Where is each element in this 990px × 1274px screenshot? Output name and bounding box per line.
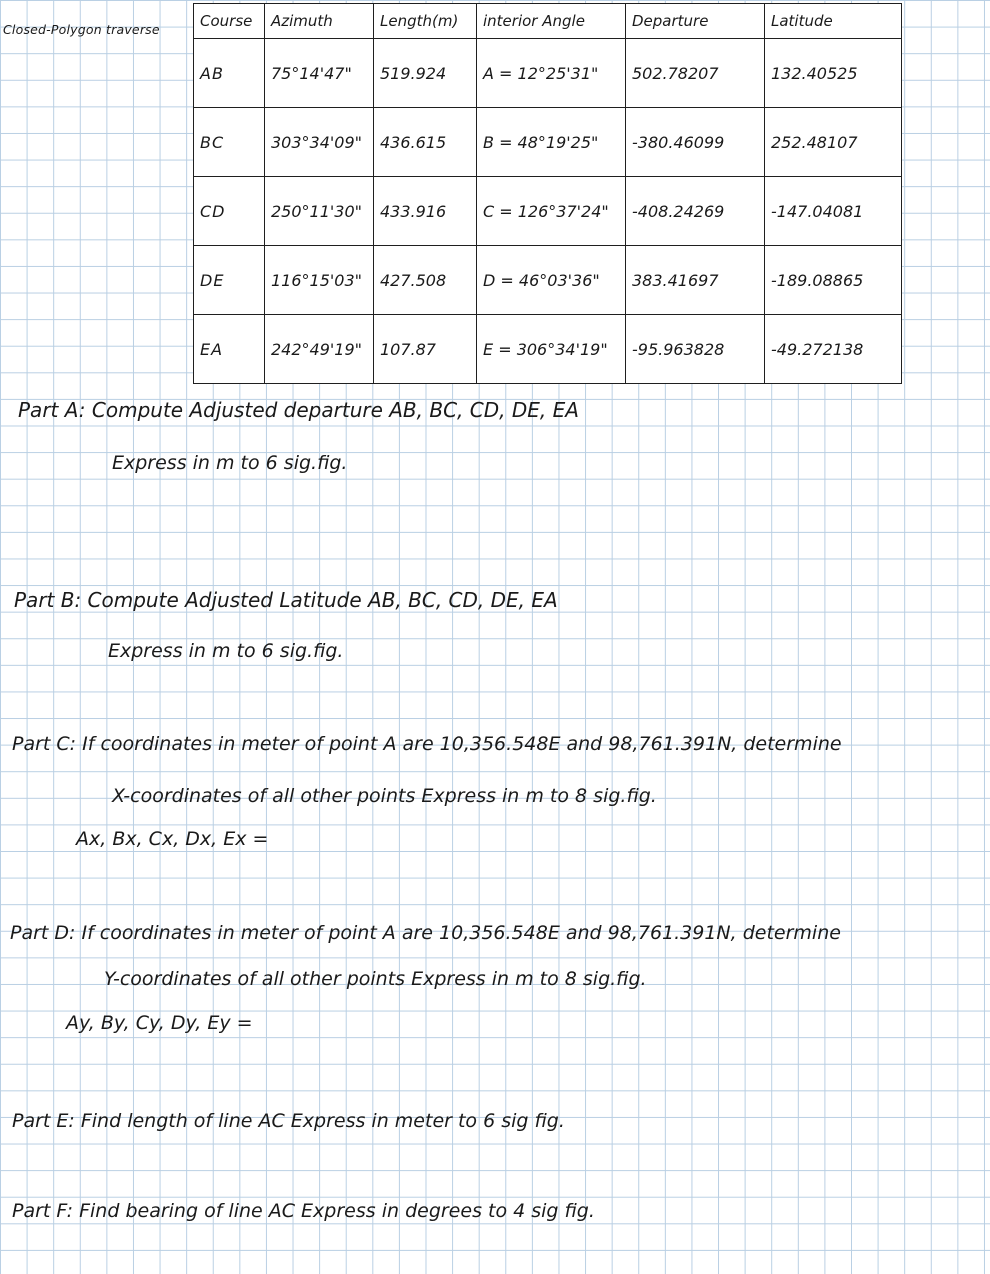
cell-azimuth: 116°15'03": [265, 246, 374, 315]
header-azimuth: Azimuth: [265, 4, 374, 39]
cell-departure: -95.963828: [626, 315, 765, 384]
part-c-instruction: X-coordinates of all other points Express in m to 8 sig.fig.: [112, 785, 657, 807]
cell-latitude: -49.272138: [765, 315, 902, 384]
traverse-caption: Closed-Polygon traverse: [3, 22, 160, 37]
part-a-instruction: Express in m to 6 sig.fig.: [112, 452, 348, 474]
cell-departure: -408.24269: [626, 177, 765, 246]
part-b-title: Part B: Compute Adjusted Latitude AB, BC, CD, DE, EA: [14, 588, 558, 612]
table-row: [194, 246, 902, 315]
table-row: [194, 315, 902, 384]
cell-latitude: -189.08865: [765, 246, 902, 315]
part-e-title: Part E: Find length of line AC Express in meter to 6 sig fig.: [12, 1110, 565, 1132]
cell-length: 427.508: [374, 246, 477, 315]
part-d-answer-line: Ay, By, Cy, Dy, Ey =: [66, 1012, 253, 1034]
cell-angle: D = 46°03'36": [477, 246, 626, 315]
cell-course: DE: [194, 246, 265, 315]
part-d-instruction: Y-coordinates of all other points Express in m to 8 sig.fig.: [104, 968, 647, 990]
header-course: Course: [194, 4, 265, 39]
cell-angle: A = 12°25'31": [477, 39, 626, 108]
cell-length: 519.924: [374, 39, 477, 108]
cell-latitude: 132.40525: [765, 39, 902, 108]
table-header-row: [194, 4, 902, 39]
cell-latitude: -147.04081: [765, 177, 902, 246]
cell-length: 436.615: [374, 108, 477, 177]
part-d-title: Part D: If coordinates in meter of point A are 10,356.548E and 98,761.391N, determine: [10, 922, 841, 944]
cell-length: 107.87: [374, 315, 477, 384]
header-interior-angle: interior Angle: [477, 4, 626, 39]
cell-angle: C = 126°37'24": [477, 177, 626, 246]
cell-course: BC: [194, 108, 265, 177]
header-length: Length(m): [374, 4, 477, 39]
cell-departure: -380.46099: [626, 108, 765, 177]
cell-azimuth: 303°34'09": [265, 108, 374, 177]
part-c-answer-line: Ax, Bx, Cx, Dx, Ex =: [76, 828, 269, 850]
cell-departure: 383.41697: [626, 246, 765, 315]
header-departure: Departure: [626, 4, 765, 39]
cell-azimuth: 75°14'47": [265, 39, 374, 108]
cell-course: CD: [194, 177, 265, 246]
table-row: [194, 108, 902, 177]
cell-course: EA: [194, 315, 265, 384]
part-b-instruction: Express in m to 6 sig.fig.: [108, 640, 344, 662]
cell-length: 433.916: [374, 177, 477, 246]
cell-angle: E = 306°34'19": [477, 315, 626, 384]
cell-azimuth: 250°11'30": [265, 177, 374, 246]
cell-latitude: 252.48107: [765, 108, 902, 177]
cell-azimuth: 242°49'19": [265, 315, 374, 384]
part-a-title: Part A: Compute Adjusted departure AB, BC, CD, DE, EA: [18, 398, 579, 422]
cell-angle: B = 48°19'25": [477, 108, 626, 177]
cell-departure: 502.78207: [626, 39, 765, 108]
part-f-title: Part F: Find bearing of line AC Express in degrees to 4 sig fig.: [12, 1200, 595, 1222]
cell-course: AB: [194, 39, 265, 108]
table-row: [194, 177, 902, 246]
table-row: [194, 39, 902, 108]
part-c-title: Part C: If coordinates in meter of point A are 10,356.548E and 98,761.391N, determine: [12, 733, 842, 755]
header-latitude: Latitude: [765, 4, 902, 39]
traverse-table: [193, 3, 902, 384]
